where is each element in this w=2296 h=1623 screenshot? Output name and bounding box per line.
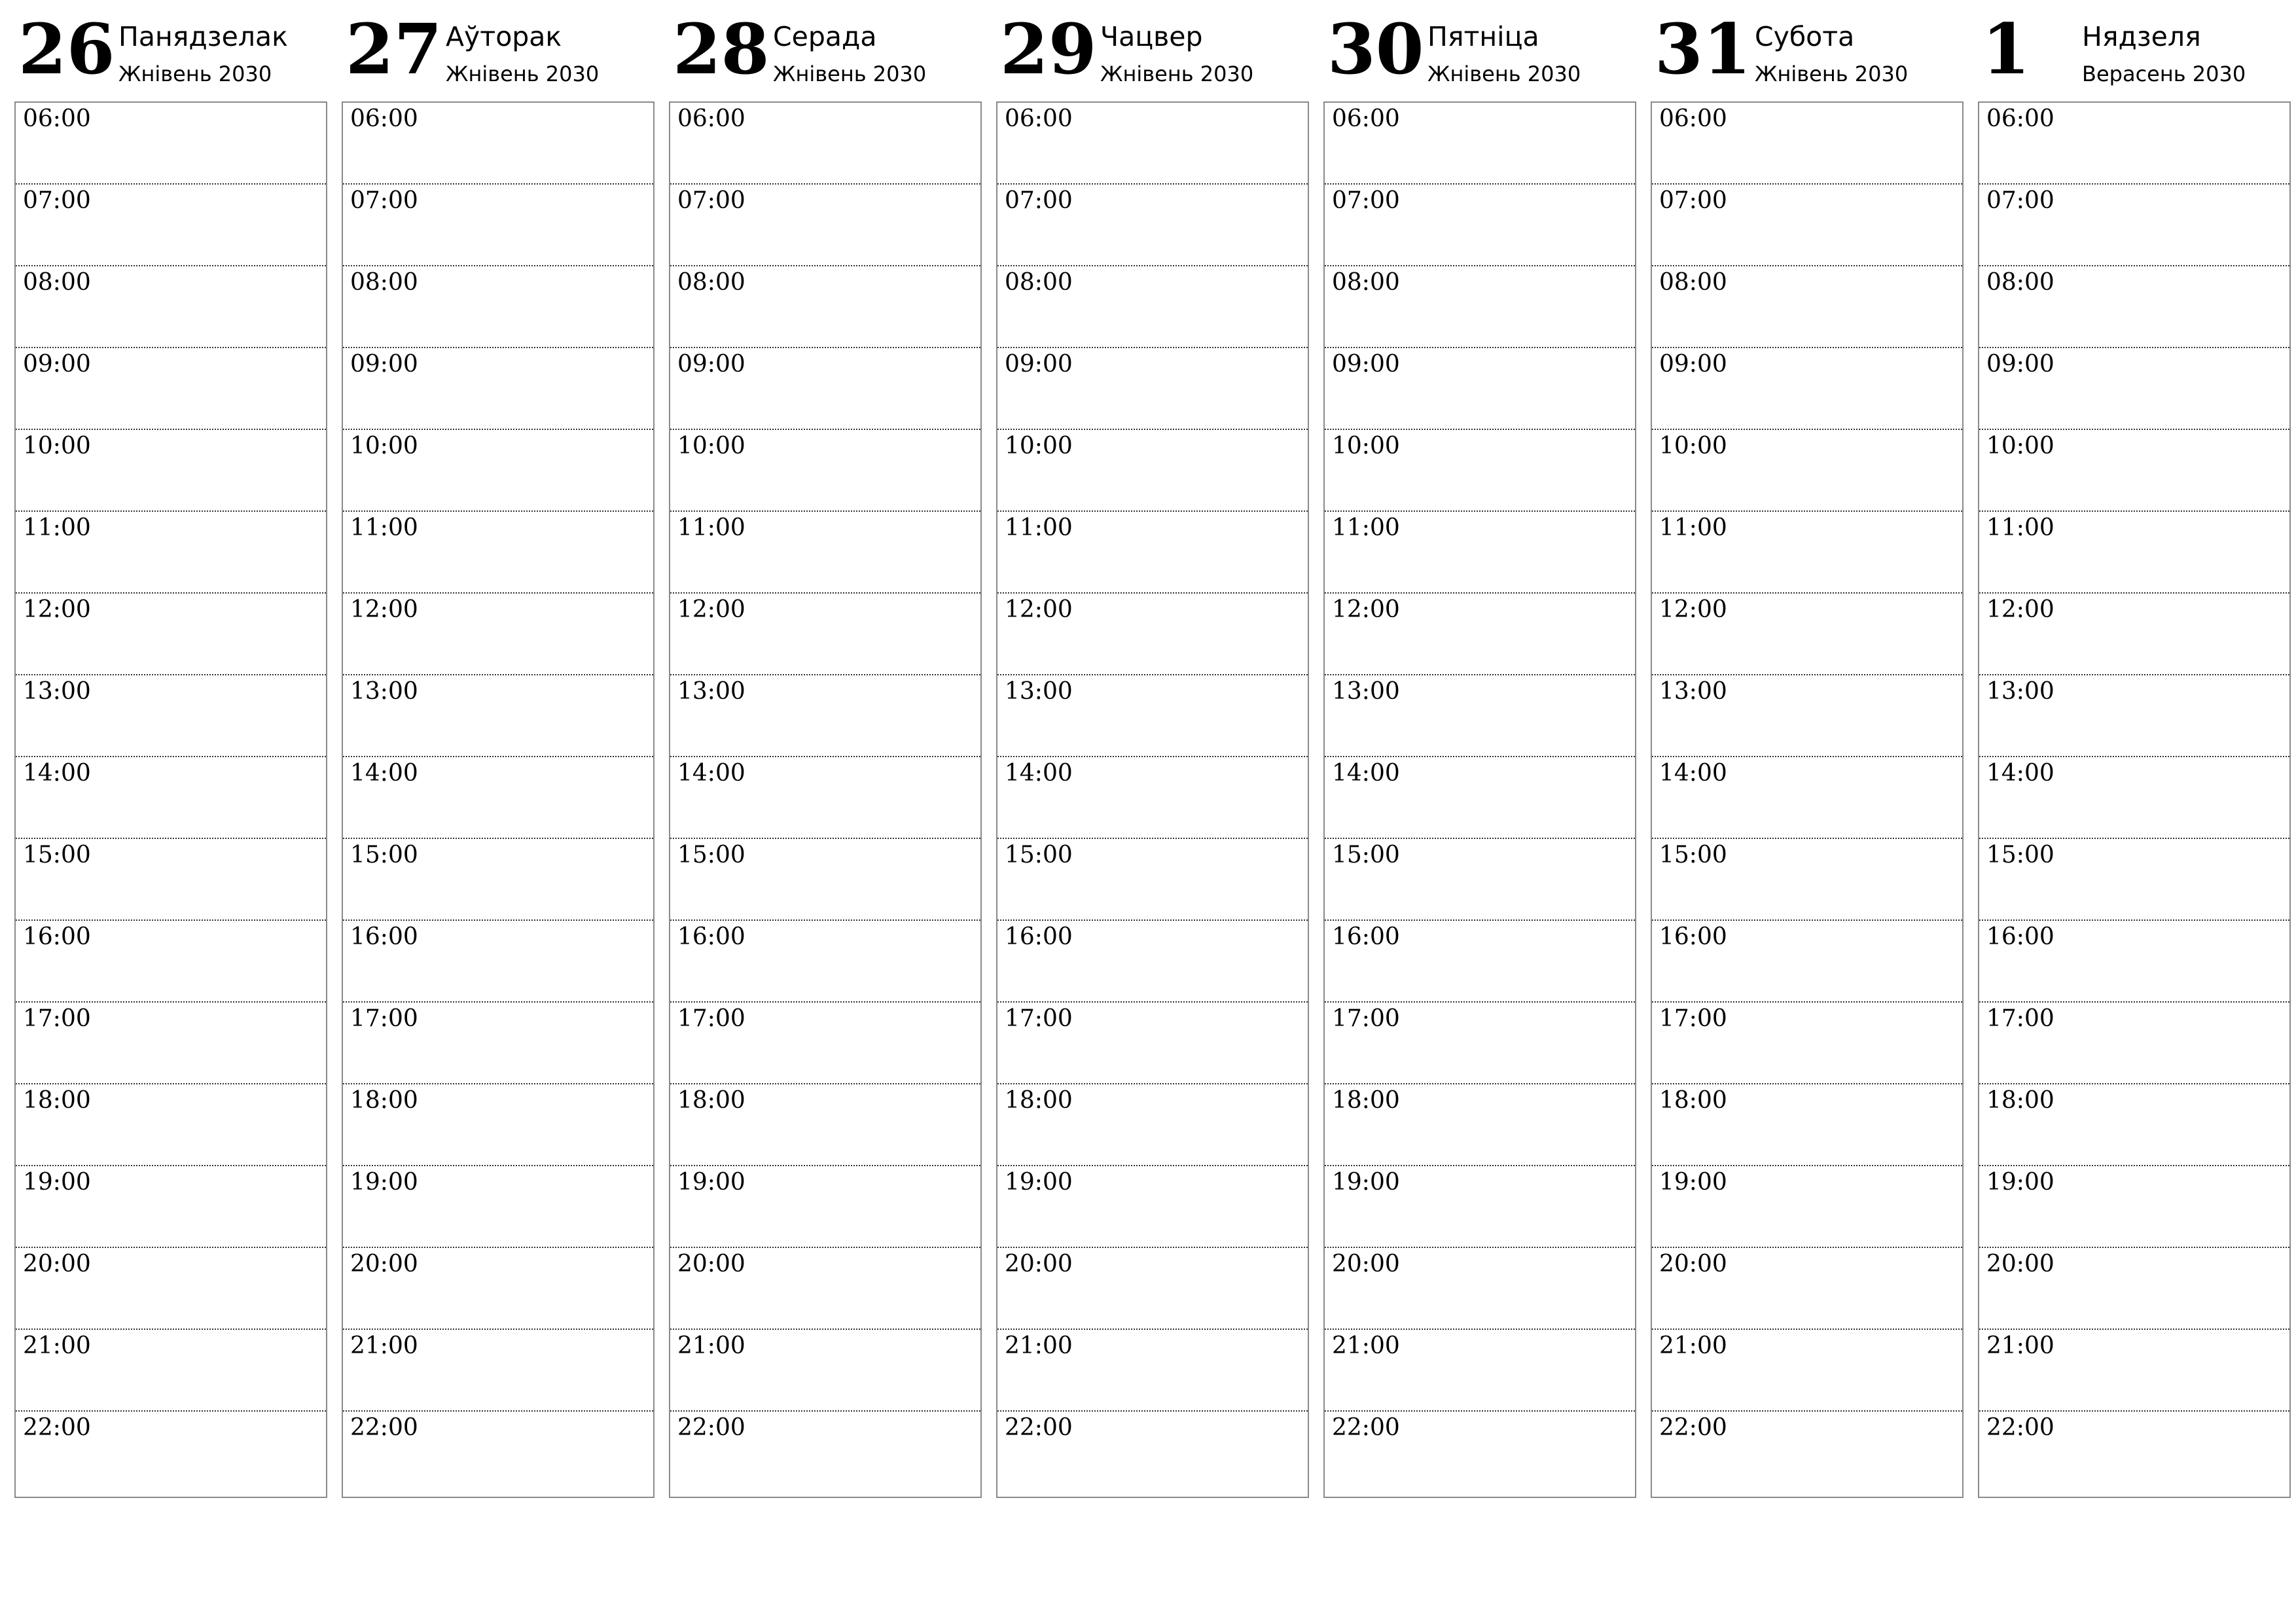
time-label: 11:00	[1986, 514, 2054, 541]
time-label: 22:00	[1986, 1414, 2054, 1441]
time-slot	[1325, 1330, 1635, 1412]
time-label: 18:00	[1986, 1087, 2054, 1114]
hour-grid	[1978, 101, 2291, 1498]
time-label: 22:00	[677, 1414, 745, 1441]
time-slot	[16, 1330, 326, 1412]
time-label: 11:00	[23, 514, 91, 541]
time-label: 11:00	[350, 514, 418, 541]
time-label: 14:00	[1659, 760, 1727, 787]
time-slot	[1979, 103, 2289, 185]
time-slot	[343, 512, 653, 594]
time-label: 14:00	[1005, 760, 1073, 787]
time-label: 14:00	[1986, 760, 2054, 787]
time-slot	[1979, 1003, 2289, 1084]
time-label: 18:00	[1332, 1087, 1400, 1114]
time-slot	[997, 348, 1308, 430]
time-label: 07:00	[1332, 187, 1400, 214]
time-label: 11:00	[1332, 514, 1400, 541]
day-header	[14, 0, 327, 101]
time-label: 19:00	[1332, 1169, 1400, 1196]
time-slot	[1979, 1084, 2289, 1166]
time-label: 21:00	[1005, 1332, 1073, 1359]
hour-grid	[14, 101, 327, 1498]
time-label: 12:00	[1986, 596, 2054, 623]
day-number: 31	[1655, 8, 1751, 90]
time-slot	[670, 430, 980, 512]
time-slot	[16, 185, 326, 266]
weekday-name: Субота	[1755, 21, 1855, 52]
time-slot	[670, 185, 980, 266]
time-slot	[1325, 512, 1635, 594]
time-slot	[1652, 921, 1962, 1003]
time-label: 22:00	[23, 1414, 91, 1441]
time-slot	[1652, 1330, 1962, 1412]
time-label: 21:00	[677, 1332, 745, 1359]
time-slot	[1652, 266, 1962, 348]
day-header	[1323, 0, 1636, 101]
time-label: 15:00	[1986, 842, 2054, 868]
time-label: 10:00	[1986, 433, 2054, 459]
time-label: 10:00	[677, 433, 745, 459]
month-year-label: Жнівень 2030	[773, 62, 927, 86]
time-label: 09:00	[23, 351, 91, 378]
time-label: 13:00	[1986, 678, 2054, 705]
time-label: 20:00	[1659, 1251, 1727, 1277]
time-label: 20:00	[1005, 1251, 1073, 1277]
time-label: 17:00	[677, 1005, 745, 1032]
time-label: 14:00	[23, 760, 91, 787]
time-label: 19:00	[23, 1169, 91, 1196]
time-slot	[1325, 348, 1635, 430]
time-slot	[670, 1330, 980, 1412]
time-slot	[1652, 675, 1962, 757]
time-slot	[1325, 1248, 1635, 1330]
time-slot	[997, 1003, 1308, 1084]
time-slot	[16, 839, 326, 921]
time-slot	[1652, 1003, 1962, 1084]
time-label: 09:00	[1659, 351, 1727, 378]
month-year-label: Верасень 2030	[2082, 62, 2246, 86]
time-slot	[1325, 1412, 1635, 1497]
time-label: 10:00	[1332, 433, 1400, 459]
time-slot	[343, 1248, 653, 1330]
time-label: 22:00	[1005, 1414, 1073, 1441]
day-header	[1651, 0, 1964, 101]
time-label: 11:00	[1005, 514, 1073, 541]
time-label: 20:00	[1332, 1251, 1400, 1277]
time-label: 21:00	[23, 1332, 91, 1359]
time-label: 09:00	[350, 351, 418, 378]
hour-grid	[342, 101, 655, 1498]
time-slot	[997, 921, 1308, 1003]
time-label: 10:00	[23, 433, 91, 459]
time-slot	[1325, 266, 1635, 348]
time-label: 22:00	[1659, 1414, 1727, 1441]
time-slot	[1325, 921, 1635, 1003]
time-label: 06:00	[1005, 105, 1073, 132]
time-label: 07:00	[23, 187, 91, 214]
time-label: 08:00	[1005, 269, 1073, 296]
time-slot	[16, 103, 326, 185]
time-slot	[343, 1412, 653, 1497]
time-label: 06:00	[677, 105, 745, 132]
time-label: 13:00	[1005, 678, 1073, 705]
time-label: 08:00	[23, 269, 91, 296]
time-label: 19:00	[1659, 1169, 1727, 1196]
time-label: 19:00	[1005, 1169, 1073, 1196]
time-slot	[16, 1412, 326, 1497]
time-slot	[16, 430, 326, 512]
time-slot	[1325, 839, 1635, 921]
time-slot	[343, 266, 653, 348]
time-slot	[1652, 430, 1962, 512]
time-slot	[1979, 594, 2289, 675]
time-label: 07:00	[350, 187, 418, 214]
time-slot	[1979, 348, 2289, 430]
time-slot	[343, 430, 653, 512]
time-slot	[1325, 1003, 1635, 1084]
time-label: 20:00	[350, 1251, 418, 1277]
time-label: 14:00	[677, 760, 745, 787]
time-slot	[1325, 675, 1635, 757]
time-slot	[1979, 1248, 2289, 1330]
time-slot	[343, 1330, 653, 1412]
time-label: 12:00	[1332, 596, 1400, 623]
time-slot	[343, 594, 653, 675]
time-slot	[16, 512, 326, 594]
weekly-planner	[14, 0, 2283, 1505]
day-number: 26	[18, 8, 115, 90]
time-slot	[997, 1412, 1308, 1497]
day-column	[1323, 0, 1636, 1505]
time-slot	[343, 348, 653, 430]
time-slot	[1652, 594, 1962, 675]
time-slot	[1325, 1084, 1635, 1166]
day-number: 1	[1982, 8, 2030, 90]
hour-grid	[1323, 101, 1636, 1498]
time-label: 16:00	[1005, 923, 1073, 950]
time-slot	[997, 1084, 1308, 1166]
time-label: 15:00	[350, 842, 418, 868]
time-slot	[670, 103, 980, 185]
time-label: 10:00	[350, 433, 418, 459]
time-label: 12:00	[350, 596, 418, 623]
time-label: 12:00	[1659, 596, 1727, 623]
time-label: 12:00	[1005, 596, 1073, 623]
time-slot	[997, 1248, 1308, 1330]
day-column	[669, 0, 982, 1505]
time-label: 15:00	[677, 842, 745, 868]
time-slot	[1652, 1166, 1962, 1248]
time-slot	[670, 1084, 980, 1166]
weekday-name: Панядзелак	[118, 21, 288, 52]
time-slot	[1652, 839, 1962, 921]
time-slot	[1979, 430, 2289, 512]
day-header	[996, 0, 1309, 101]
time-slot	[670, 512, 980, 594]
time-label: 18:00	[350, 1087, 418, 1114]
month-year-label: Жнівень 2030	[118, 62, 272, 86]
time-label: 15:00	[1659, 842, 1727, 868]
time-label: 14:00	[1332, 760, 1400, 787]
time-slot	[1979, 921, 2289, 1003]
day-column	[1978, 0, 2291, 1505]
time-label: 22:00	[350, 1414, 418, 1441]
time-label: 18:00	[1005, 1087, 1073, 1114]
weekday-name: Нядзеля	[2082, 21, 2201, 52]
time-slot	[670, 921, 980, 1003]
time-label: 12:00	[23, 596, 91, 623]
time-label: 16:00	[23, 923, 91, 950]
time-label: 09:00	[1986, 351, 2054, 378]
time-label: 19:00	[350, 1169, 418, 1196]
hour-grid	[1651, 101, 1964, 1498]
time-slot	[1979, 757, 2289, 839]
time-slot	[16, 1166, 326, 1248]
day-number: 28	[673, 8, 770, 90]
time-slot	[1325, 103, 1635, 185]
time-label: 20:00	[23, 1251, 91, 1277]
time-slot	[1652, 1412, 1962, 1497]
time-slot	[1652, 512, 1962, 594]
time-label: 06:00	[23, 105, 91, 132]
time-slot	[1652, 348, 1962, 430]
time-slot	[997, 430, 1308, 512]
time-slot	[1325, 430, 1635, 512]
time-slot	[997, 757, 1308, 839]
time-label: 20:00	[677, 1251, 745, 1277]
time-slot	[16, 675, 326, 757]
time-slot	[16, 594, 326, 675]
day-column	[1651, 0, 1964, 1505]
time-slot	[997, 675, 1308, 757]
time-slot	[343, 185, 653, 266]
time-label: 10:00	[1659, 433, 1727, 459]
time-label: 16:00	[1986, 923, 2054, 950]
time-slot	[1979, 512, 2289, 594]
day-header	[1978, 0, 2291, 101]
time-label: 07:00	[1659, 187, 1727, 214]
time-label: 13:00	[1332, 678, 1400, 705]
time-label: 06:00	[1332, 105, 1400, 132]
time-slot	[997, 594, 1308, 675]
time-label: 20:00	[1986, 1251, 2054, 1277]
time-slot	[1652, 103, 1962, 185]
time-label: 07:00	[677, 187, 745, 214]
time-slot	[1652, 1084, 1962, 1166]
time-slot	[1325, 757, 1635, 839]
time-slot	[343, 839, 653, 921]
time-slot	[16, 921, 326, 1003]
time-label: 21:00	[1332, 1332, 1400, 1359]
time-label: 08:00	[677, 269, 745, 296]
time-label: 18:00	[677, 1087, 745, 1114]
time-label: 21:00	[1659, 1332, 1727, 1359]
time-label: 21:00	[350, 1332, 418, 1359]
time-label: 17:00	[23, 1005, 91, 1032]
time-label: 16:00	[1332, 923, 1400, 950]
time-label: 17:00	[1659, 1005, 1727, 1032]
time-label: 17:00	[1332, 1005, 1400, 1032]
time-label: 15:00	[1005, 842, 1073, 868]
time-label: 10:00	[1005, 433, 1073, 459]
time-label: 09:00	[1332, 351, 1400, 378]
time-label: 08:00	[350, 269, 418, 296]
time-slot	[1979, 266, 2289, 348]
time-slot	[16, 757, 326, 839]
time-slot	[16, 266, 326, 348]
time-label: 09:00	[1005, 351, 1073, 378]
time-label: 19:00	[1986, 1169, 2054, 1196]
time-label: 13:00	[1659, 678, 1727, 705]
time-label: 06:00	[1986, 105, 2054, 132]
day-number: 29	[1000, 8, 1097, 90]
time-label: 19:00	[677, 1169, 745, 1196]
time-slot	[343, 1166, 653, 1248]
time-label: 15:00	[23, 842, 91, 868]
time-slot	[670, 1166, 980, 1248]
weekday-name: Пятніца	[1427, 21, 1539, 52]
weekday-name: Серада	[773, 21, 877, 52]
time-slot	[670, 1003, 980, 1084]
time-label: 16:00	[677, 923, 745, 950]
time-label: 17:00	[1005, 1005, 1073, 1032]
time-slot	[1979, 675, 2289, 757]
time-slot	[670, 675, 980, 757]
hour-grid	[996, 101, 1309, 1498]
time-slot	[670, 348, 980, 430]
time-slot	[1652, 757, 1962, 839]
time-slot	[1652, 185, 1962, 266]
time-slot	[670, 266, 980, 348]
time-slot	[997, 185, 1308, 266]
day-column	[14, 0, 327, 1505]
time-slot	[343, 757, 653, 839]
time-label: 18:00	[23, 1087, 91, 1114]
time-label: 09:00	[677, 351, 745, 378]
day-header	[669, 0, 982, 101]
month-year-label: Жнівень 2030	[1427, 62, 1581, 86]
time-slot	[1325, 1166, 1635, 1248]
time-label: 08:00	[1986, 269, 2054, 296]
time-slot	[997, 103, 1308, 185]
time-label: 16:00	[1659, 923, 1727, 950]
month-year-label: Жнівень 2030	[446, 62, 600, 86]
time-label: 06:00	[350, 105, 418, 132]
time-slot	[670, 1248, 980, 1330]
time-slot	[1979, 1330, 2289, 1412]
time-label: 12:00	[677, 596, 745, 623]
time-slot	[16, 1248, 326, 1330]
time-slot	[670, 594, 980, 675]
time-slot	[1979, 1166, 2289, 1248]
time-slot	[1979, 839, 2289, 921]
time-label: 11:00	[1659, 514, 1727, 541]
time-label: 21:00	[1986, 1332, 2054, 1359]
time-label: 18:00	[1659, 1087, 1727, 1114]
hour-grid	[669, 101, 982, 1498]
day-column	[342, 0, 655, 1505]
time-slot	[343, 103, 653, 185]
time-slot	[343, 675, 653, 757]
day-header	[342, 0, 655, 101]
time-label: 08:00	[1659, 269, 1727, 296]
time-label: 15:00	[1332, 842, 1400, 868]
time-slot	[16, 1084, 326, 1166]
time-label: 13:00	[677, 678, 745, 705]
time-slot	[16, 1003, 326, 1084]
time-slot	[1325, 594, 1635, 675]
time-label: 07:00	[1005, 187, 1073, 214]
time-label: 17:00	[1986, 1005, 2054, 1032]
month-year-label: Жнівень 2030	[1100, 62, 1254, 86]
time-slot	[997, 839, 1308, 921]
time-slot	[997, 512, 1308, 594]
time-slot	[16, 348, 326, 430]
time-label: 22:00	[1332, 1414, 1400, 1441]
day-number: 27	[346, 8, 442, 90]
time-label: 13:00	[350, 678, 418, 705]
time-slot	[343, 1003, 653, 1084]
time-slot	[997, 266, 1308, 348]
time-slot	[343, 921, 653, 1003]
time-slot	[343, 1084, 653, 1166]
time-label: 07:00	[1986, 187, 2054, 214]
time-label: 16:00	[350, 923, 418, 950]
day-column	[996, 0, 1309, 1505]
time-label: 06:00	[1659, 105, 1727, 132]
weekday-name: Чацвер	[1100, 21, 1203, 52]
time-label: 14:00	[350, 760, 418, 787]
time-slot	[1979, 1412, 2289, 1497]
day-number: 30	[1327, 8, 1424, 90]
time-slot	[1325, 185, 1635, 266]
time-slot	[997, 1166, 1308, 1248]
time-slot	[1652, 1248, 1962, 1330]
weekday-name: Аўторак	[446, 21, 562, 52]
month-year-label: Жнівень 2030	[1755, 62, 1909, 86]
time-slot	[1979, 185, 2289, 266]
time-label: 17:00	[350, 1005, 418, 1032]
time-label: 11:00	[677, 514, 745, 541]
time-slot	[997, 1330, 1308, 1412]
time-slot	[670, 1412, 980, 1497]
time-label: 08:00	[1332, 269, 1400, 296]
time-label: 13:00	[23, 678, 91, 705]
time-slot	[670, 839, 980, 921]
time-slot	[670, 757, 980, 839]
